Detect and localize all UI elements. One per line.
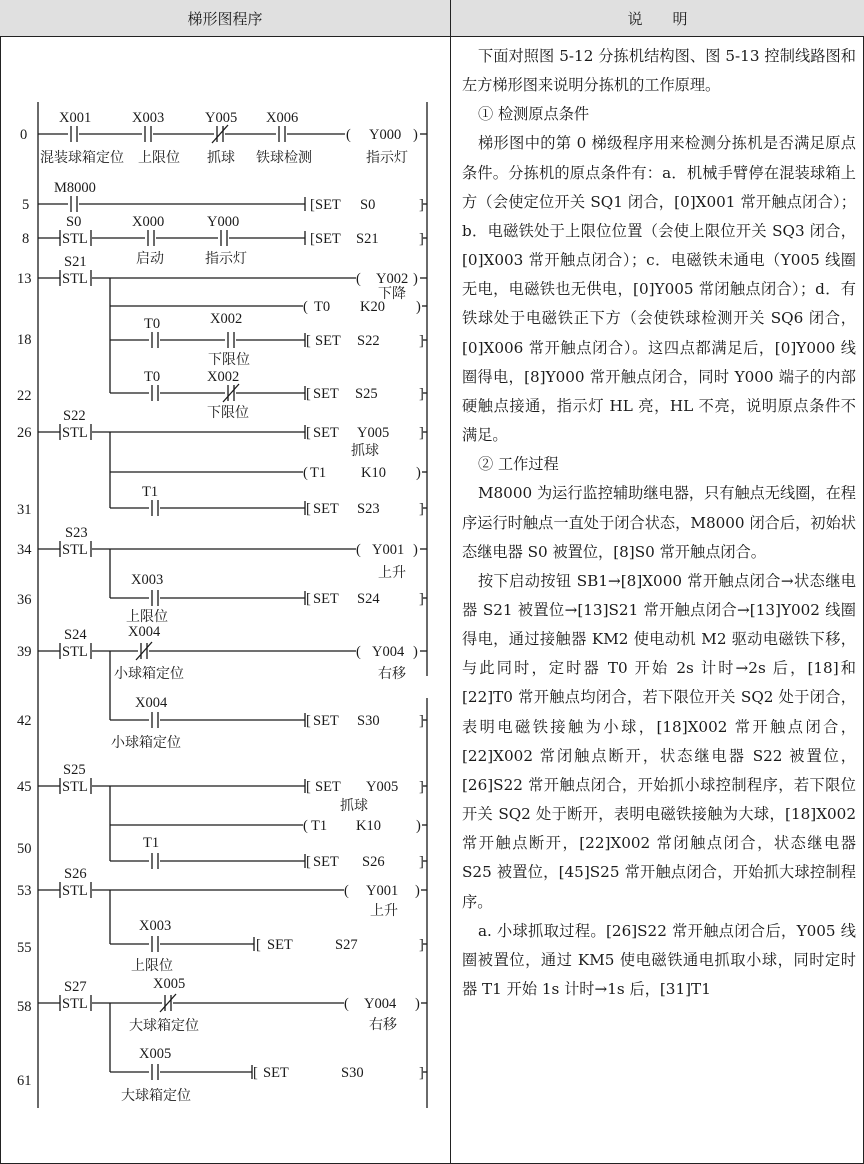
- ladder-symbol: ]: [419, 501, 424, 517]
- contact-label: Y005: [205, 110, 238, 126]
- ladder-symbol: ]: [419, 197, 424, 213]
- contact-label: X003: [131, 572, 164, 588]
- operand: S22: [357, 333, 380, 349]
- contact-note: 大球箱定位: [121, 1088, 191, 1104]
- stl-label: STL: [62, 996, 88, 1012]
- state-label: S26: [64, 866, 87, 882]
- ladder-symbol: ): [415, 883, 420, 899]
- contact-note: 小球箱定位: [111, 735, 181, 751]
- step-number: 36: [17, 592, 32, 608]
- ladder-symbol: [: [306, 501, 311, 517]
- step-number: 61: [17, 1073, 32, 1089]
- ladder-symbol: (: [356, 542, 361, 558]
- instruction: SET: [313, 854, 339, 870]
- ladder-symbol: ]: [419, 425, 424, 441]
- contact-label: X005: [139, 1046, 172, 1062]
- step-number: 58: [17, 999, 32, 1015]
- rung-34: [17, 525, 427, 598]
- stl-label: STL: [62, 542, 88, 558]
- rung-26: [17, 408, 427, 508]
- ladder-symbol: (: [346, 127, 351, 143]
- contact-label: X003: [139, 918, 172, 934]
- ladder-symbol: ): [416, 465, 421, 481]
- step-number: 50: [17, 841, 32, 857]
- ladder-symbol: ]: [419, 1065, 424, 1081]
- operand: S21: [356, 231, 379, 247]
- no-contact-icon: [228, 332, 234, 348]
- rung-61: [17, 1046, 427, 1104]
- stl-label: STL: [62, 644, 88, 660]
- step-number: 26: [17, 425, 32, 441]
- contact-note: 抓球: [207, 150, 235, 166]
- state-label: S21: [64, 254, 87, 270]
- timer-label: T1: [310, 465, 327, 481]
- ladder-symbol: (: [303, 299, 308, 315]
- contact-note: 小球箱定位: [114, 666, 184, 682]
- no-contact-icon: [152, 853, 158, 869]
- contact-label: T1: [142, 484, 159, 500]
- ladder-symbol: [: [306, 591, 311, 607]
- no-contact-icon: [71, 196, 77, 212]
- column-divider: [450, 0, 451, 1164]
- no-contact-icon: [152, 385, 158, 401]
- rung-31: [17, 484, 427, 518]
- rung-0: [20, 110, 427, 166]
- rung-42: [17, 695, 427, 751]
- timer-label: T1: [311, 818, 328, 834]
- timer-preset: K10: [356, 818, 381, 834]
- paragraph: M8000 为运行监控辅助继电器，只有触点无线圈，在程序运行时触点一直处于闭合状态，M8000 闭合后，初始状态继电器 S0 被置位，[8]S0 常开触点闭合。: [462, 484, 856, 561]
- rung-5: [22, 180, 427, 213]
- timer-preset: K20: [360, 299, 385, 315]
- rung-53: [17, 866, 427, 944]
- contact-label: X004: [128, 624, 161, 640]
- coil-label: Y002: [376, 271, 409, 287]
- no-contact-icon: [145, 126, 151, 142]
- set-bracket: [: [310, 197, 315, 213]
- ladder-symbol: ]: [419, 713, 424, 729]
- paragraph: a. 小球抓取过程。[26]S22 常开触点闭合后，Y005 线圈被置位，通过 KM5 使电磁铁通电抓取小球，同时定时器 T1 开始 1s 计时→1s 后，[31]T1: [462, 921, 856, 998]
- ladder-symbol: ]: [419, 779, 424, 795]
- paragraph-intro: 下面对照图 5-12 分拣机结构图、图 5-13 控制线路图和左方梯形图来说明分拣机的工作原理。: [462, 47, 856, 95]
- ladder-symbol: ): [413, 127, 418, 143]
- instruction: SET: [263, 1065, 289, 1081]
- ladder-symbol: ): [413, 542, 418, 558]
- section-heading: ② 工作过程: [477, 455, 559, 474]
- ladder-symbol: (: [303, 465, 308, 481]
- contact-note: 指示灯: [205, 251, 247, 267]
- instruction: SET: [313, 501, 339, 517]
- instruction: SET: [313, 386, 339, 402]
- stl-label: STL: [62, 425, 88, 441]
- ladder-symbol: ]: [419, 333, 424, 349]
- operand: S0: [360, 197, 376, 213]
- ladder-symbol: [: [306, 779, 311, 795]
- stl-label: STL: [62, 779, 88, 795]
- ladder-symbol: ): [416, 299, 421, 315]
- contact-note: 上限位: [131, 958, 173, 974]
- instruction: SET: [315, 231, 341, 247]
- coil-label: Y001: [366, 883, 399, 899]
- no-contact-icon: [221, 230, 227, 246]
- coil-note: 上升: [370, 903, 398, 919]
- step-number: 53: [17, 883, 32, 899]
- operand: S23: [357, 501, 380, 517]
- coil-note: 右移: [378, 666, 406, 682]
- no-contact-icon: [148, 230, 154, 246]
- instruction: SET: [313, 713, 339, 729]
- no-contact-icon: [152, 712, 158, 728]
- contact-note: 铁球检测: [256, 150, 312, 166]
- instruction: SET: [315, 779, 341, 795]
- contact-label: X005: [153, 976, 186, 992]
- state-label: S25: [63, 762, 86, 778]
- no-contact-icon: [152, 332, 158, 348]
- contact-note: 大球箱定位: [129, 1018, 199, 1034]
- ladder-symbol: [: [306, 854, 311, 870]
- state-label: S22: [63, 408, 86, 424]
- instruction: SET: [315, 197, 341, 213]
- step-number: 5: [22, 197, 30, 213]
- step-number: 8: [22, 231, 30, 247]
- ladder-symbol: [: [253, 1065, 258, 1081]
- ladder-symbol: (: [344, 996, 349, 1012]
- operand: S30: [357, 713, 380, 729]
- rung-39: [17, 624, 427, 720]
- ladder-symbol: (: [356, 644, 361, 660]
- operand: Y005: [357, 425, 390, 441]
- contact-label: X002: [210, 311, 243, 327]
- ladder-symbol: ): [415, 996, 420, 1012]
- contact-label: X006: [266, 110, 299, 126]
- operand: S24: [357, 591, 380, 607]
- no-contact-icon: [152, 1064, 158, 1080]
- contact-note: 上限位: [138, 150, 180, 166]
- ladder-symbol: [: [256, 937, 261, 953]
- no-contact-icon: [152, 590, 158, 606]
- stl-label: STL: [62, 883, 88, 899]
- contact-label: T0: [144, 316, 161, 332]
- ladder-symbol: ]: [419, 854, 424, 870]
- coil-note: 右移: [369, 1017, 397, 1033]
- rung-36: [17, 572, 427, 625]
- timer-label: T0: [314, 299, 331, 315]
- contact-note: 混装球箱定位: [40, 150, 124, 166]
- rung-18: [17, 311, 427, 368]
- no-contact-icon: [279, 126, 285, 142]
- instruction: SET: [267, 937, 293, 953]
- contact-note: 启动: [136, 251, 164, 267]
- description-text: [462, 42, 856, 1004]
- contact-note: 上限位: [126, 609, 168, 625]
- instruction: SET: [313, 425, 339, 441]
- paragraph: 按下启动按钮 SB1→[8]X000 常开触点闭合→状态继电器 S21 被置位→[13]S21 常开触点闭合→[13]Y002 线圈得电，通过接触器 KM2 使电动机 M2 驱动电磁铁下移，与此同时，定时器 T0 开始 2s 计时→2s 后，[18]和[22]T0 常开触点均闭合，若下限位开关 SQ2 处于闭合，表明电磁铁接触为小球，[18]X002 常开触点闭合，[22]X002 常闭触点断开，状态继电器 S22 被置位，[26]S22 常开触点闭合，开始抓小球控制程序，若下限位开关 SQ2 处于断开，表明电磁铁接触为大球，[18]X002 常开触点断开，[22]X002 常闭触点闭合，状态继电器 S25 被置位，[45]S25 常开触点闭合，开始抓大球控制程序。: [462, 571, 856, 911]
- step-number: 22: [17, 388, 32, 404]
- rung-45: [17, 762, 427, 861]
- ladder-symbol: [: [306, 333, 311, 349]
- operand: S25: [355, 386, 378, 402]
- operand: Y005: [366, 779, 399, 795]
- ladder-symbol: ): [416, 818, 421, 834]
- step-number: 13: [17, 271, 32, 287]
- ladder-symbol: ]: [419, 937, 424, 953]
- step-number: 0: [20, 127, 28, 143]
- no-contact-icon: [152, 936, 158, 952]
- ladder-symbol: [: [306, 386, 311, 402]
- contact-note: 下限位: [207, 405, 249, 421]
- contact-note: 下限位: [208, 352, 250, 368]
- operand-note: 抓球: [351, 443, 379, 459]
- ladder-symbol: ]: [419, 386, 424, 402]
- contact-label: X001: [59, 110, 92, 126]
- rung-50: [17, 835, 427, 870]
- coil-label: Y004: [372, 644, 405, 660]
- contact-label: X003: [132, 110, 165, 126]
- coil-note: 下降: [378, 286, 406, 302]
- contact-label: T1: [143, 835, 160, 851]
- ladder-symbol: (: [344, 883, 349, 899]
- operand: S27: [335, 937, 358, 953]
- no-contact-icon: [152, 500, 158, 516]
- step-number: 45: [17, 779, 32, 795]
- operand: S26: [362, 854, 385, 870]
- step-number: 31: [17, 502, 32, 518]
- ladder-symbol: ): [413, 271, 418, 287]
- instruction: SET: [313, 591, 339, 607]
- operand: S30: [341, 1065, 364, 1081]
- state-label: S0: [66, 214, 82, 230]
- ladder-diagram: [0, 37, 450, 1157]
- contact-label: X000: [132, 214, 165, 230]
- coil-note: 指示灯: [366, 150, 408, 166]
- coil-label: Y000: [369, 127, 402, 143]
- timer-preset: K10: [361, 465, 386, 481]
- coil-label: Y001: [372, 542, 405, 558]
- ladder-symbol: ]: [419, 231, 424, 247]
- ladder-symbol: (: [303, 818, 308, 834]
- state-label: S27: [64, 979, 87, 995]
- section-heading: ① 检测原点条件: [477, 105, 590, 124]
- step-number: 39: [17, 644, 32, 660]
- ladder-symbol: [: [310, 231, 315, 247]
- operand-note: 抓球: [340, 798, 368, 814]
- ladder-symbol: [: [306, 713, 311, 729]
- rung-58: [17, 976, 427, 1072]
- paragraph: 梯形图中的第 0 梯级程序用来检测分拣机是否满足原点条件。分拣机的原点条件有：a．机械手臂停在混装球箱上方（会使定位开关 SQ1 闭合，[0]X001 常开触点闭合）；b．电磁铁处于上限位位置（会使上限位开关 SQ3 闭合，[0]X003 常开触点闭合）；c．电磁铁未通电（Y005 线圈无电，电磁铁也无供电，[0]Y005 常闭触点闭合）；d．有铁球处于电磁铁正下方（会使铁球检测开关 SQ6 闭合，[0]X006 常开触点闭合）。这四点都满足后，[0]Y000 线圈得电，[8]Y000 常开触点闭合，同时 Y000 端子的内部硬触点接通，指示灯 HL 亮，HL 不亮，说明原点条件不满足。: [462, 134, 856, 445]
- ladder-symbol: ]: [419, 591, 424, 607]
- ladder-symbol: [: [306, 425, 311, 441]
- contact-label: M8000: [54, 180, 96, 196]
- contact-label: Y000: [207, 214, 240, 230]
- column-header-ladder: 梯形图程序: [0, 0, 450, 37]
- column-header-description: 说 明: [451, 0, 864, 37]
- contact-label: T0: [144, 369, 161, 385]
- step-number: 18: [17, 332, 32, 348]
- instruction: SET: [315, 333, 341, 349]
- contact-label: X002: [207, 369, 240, 385]
- step-number: 34: [17, 542, 32, 558]
- step-number: 42: [17, 713, 32, 729]
- coil-note: 上升: [378, 565, 406, 581]
- stl-label: STL: [62, 271, 88, 287]
- step-number: 55: [17, 940, 32, 956]
- no-contact-icon: [71, 126, 77, 142]
- contact-label: X004: [135, 695, 168, 711]
- ladder-symbol: (: [356, 271, 361, 287]
- coil-label: Y004: [364, 996, 397, 1012]
- ladder-symbol: ): [413, 644, 418, 660]
- state-label: S24: [64, 627, 87, 643]
- stl-label: STL: [62, 231, 88, 247]
- state-label: S23: [65, 525, 88, 541]
- rung-55: [17, 918, 427, 974]
